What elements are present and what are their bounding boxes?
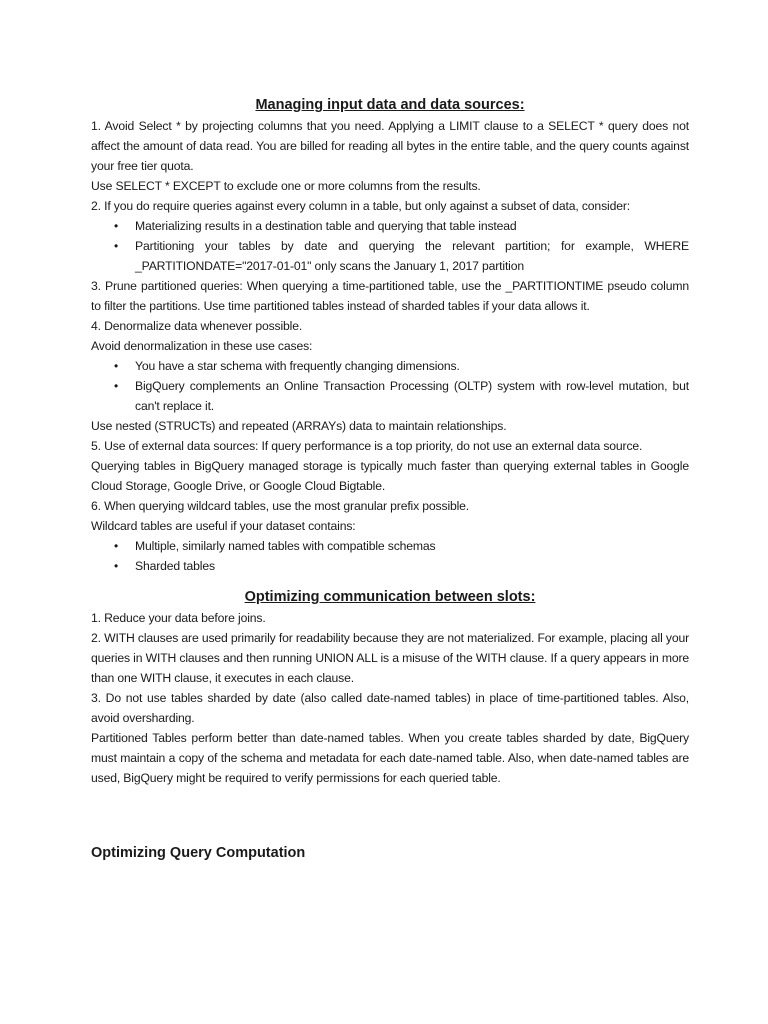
list-item <box>91 356 689 376</box>
paragraph: 3. Do not use tables sharded by date (also called date-named tables) in place of time-partitioned tables. Also, avoid oversharding. <box>91 691 689 725</box>
list-item <box>91 536 689 556</box>
bullet-icon: • <box>114 379 119 393</box>
paragraph: Querying tables in BigQuery managed storage is typically much faster than querying external tables in Google Cloud Storage, Google Drive, or Google Cloud Bigtable. <box>91 459 689 493</box>
paragraph: 1. Reduce your data before joins. <box>91 611 266 625</box>
paragraph: Partitioned Tables perform better than date-named tables. When you create tables sharded by date, BigQuery must maintain a copy of the schema and metadata for each date-named table. Also, when date-named tables are used, BigQuery might be required to verify permissions for each queried table. <box>91 731 689 785</box>
bullet-icon: • <box>114 559 119 573</box>
list-item-text: Multiple, similarly named tables with compatible schemas <box>135 539 436 553</box>
bullet-list <box>91 216 689 276</box>
list-item <box>91 376 689 416</box>
paragraph: 2. If you do require queries against every column in a table, but only against a subset of data, consider: <box>91 199 630 213</box>
paragraph: Avoid denormalization in these use cases: <box>91 339 313 353</box>
bullet-icon: • <box>114 539 119 553</box>
bullet-icon: • <box>114 219 119 233</box>
bullet-icon: • <box>114 239 119 253</box>
paragraph: Use nested (STRUCTs) and repeated (ARRAYs) data to maintain relationships. <box>91 419 507 433</box>
spacer <box>91 788 689 842</box>
list-item <box>91 236 689 276</box>
paragraph: 4. Denormalize data whenever possible. <box>91 319 303 333</box>
list-item-text: Sharded tables <box>135 559 215 573</box>
list-item <box>91 216 689 236</box>
list-item-text: Materializing results in a destination table and querying that table instead <box>135 219 517 233</box>
list-item-text: Partitioning your tables by date and querying the relevant partition; for example, WHERE _PARTITIONDATE="2017-01-01" only scans the January 1, 2017 partition <box>135 239 689 273</box>
list-item-text: You have a star schema with frequently changing dimensions. <box>135 359 460 373</box>
bullet-icon: • <box>114 359 119 373</box>
section-heading-query-computation: Optimizing Query Computation <box>91 845 306 861</box>
list-item <box>91 556 689 576</box>
paragraph: 6. When querying wildcard tables, use the most granular prefix possible. <box>91 499 470 513</box>
paragraph: 1. Avoid Select * by projecting columns that you need. Applying a LIMIT clause to a SELECT * query does not affect the amount of data read. You are billed for reading all bytes in the entire table, and the query counts against your free tier quota. <box>91 119 689 173</box>
paragraph: 5. Use of external data sources: If query performance is a top priority, do not use an external data source. <box>91 439 643 453</box>
list-item-text: BigQuery complements an Online Transaction Processing (OLTP) system with row-level mutation, but can't replace it. <box>135 379 689 413</box>
paragraph: 2. WITH clauses are used primarily for readability because they are not materialized. For example, placing all your queries in WITH clauses and then running UNION ALL is a misuse of the WITH clause. If a query appears in more than one WITH clause, it executes in each clause. <box>91 631 689 685</box>
paragraph: Use SELECT * EXCEPT to exclude one or more columns from the results. <box>91 179 481 193</box>
section-heading-input-data: Managing input data and data sources: <box>255 97 525 113</box>
bullet-list <box>91 536 689 576</box>
spacer <box>91 576 689 586</box>
bullet-list <box>91 356 689 416</box>
section-heading-slots: Optimizing communication between slots: <box>244 589 536 605</box>
paragraph: 3. Prune partitioned queries: When querying a time-partitioned table, use the _PARTITIONTIME pseudo column to filter the partitions. Use time partitioned tables instead of sharded tables if your data allows it. <box>91 279 689 313</box>
paragraph: Wildcard tables are useful if your dataset contains: <box>91 519 356 533</box>
